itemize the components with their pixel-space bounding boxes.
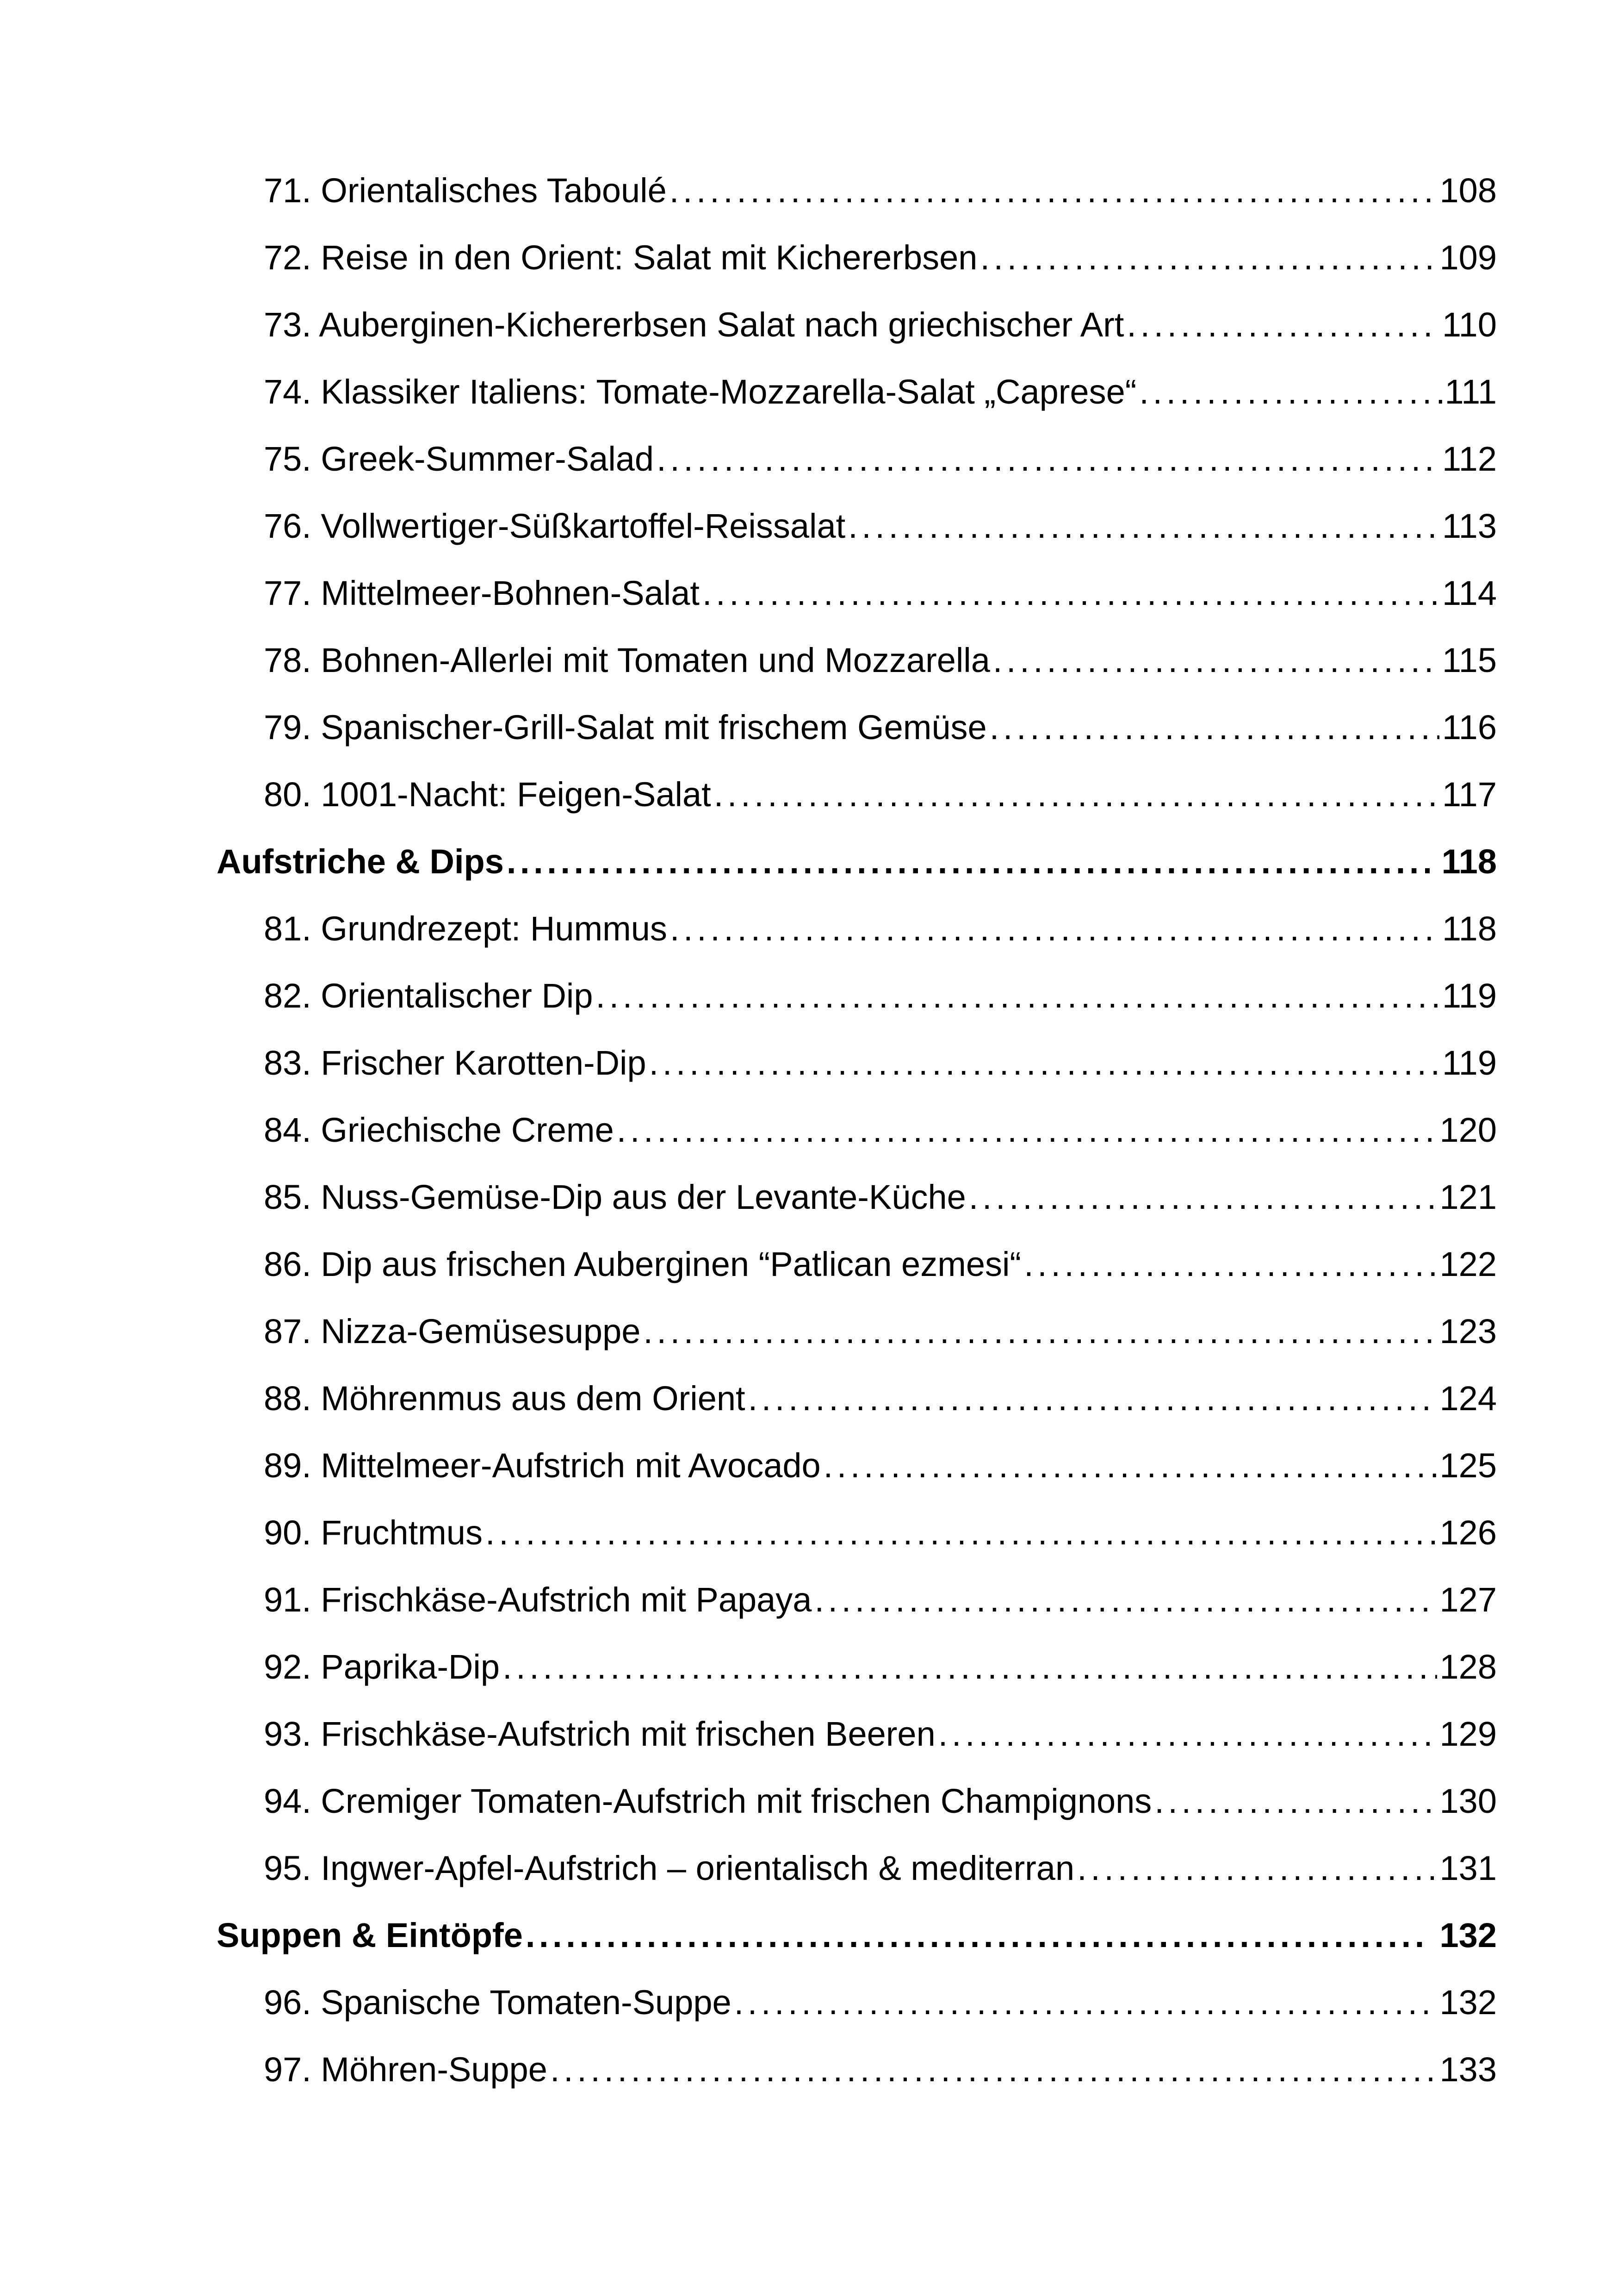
toc-page-number: 115 [1442,641,1497,679]
toc-dot-leader [657,434,1439,485]
toc-page-number: 112 [1442,440,1497,478]
toc-page-number: 122 [1439,1245,1497,1283]
toc-entry-title: 93. Frischkäse-Aufstrich mit frischen Beeren [264,1715,936,1753]
toc-entry-title: 84. Griechische Creme [264,1111,614,1149]
toc-page-number: 126 [1439,1513,1497,1552]
toc-dot-leader [1154,1776,1437,1827]
toc-entry[interactable] [0,367,1497,417]
toc-dot-leader [848,501,1439,552]
toc-dot-leader [824,1440,1437,1491]
toc-entry[interactable] [0,1977,1497,2028]
toc-entry[interactable] [0,501,1497,552]
toc-entry-title: 82. Orientalischer Dip [264,977,593,1015]
toc-entry[interactable] [0,1239,1497,1290]
toc-entry[interactable] [0,702,1497,753]
toc-section-title: Aufstriche & Dips [217,842,504,881]
toc-entry[interactable] [0,1642,1497,1692]
toc-page-number: 132 [1439,1983,1497,2022]
toc-dot-leader [1139,367,1442,417]
toc-page-number: 109 [1439,238,1497,277]
toc-entry[interactable] [0,1507,1497,1558]
toc-entry[interactable] [0,568,1497,619]
toc-section-page-number: 132 [1439,1916,1497,1954]
toc-dot-leader [485,1507,1437,1558]
toc-entry-title: 95. Ingwer-Apfel-Aufstrich – orientalisch & mediterran [264,1849,1075,1887]
toc-page-number: 116 [1442,708,1497,747]
toc-entry-title: 89. Mittelmeer-Aufstrich mit Avocado [264,1446,821,1485]
toc-page-number: 131 [1439,1849,1497,1887]
toc-dot-leader [1024,1239,1437,1290]
toc-dot-leader [649,1038,1439,1089]
toc-dot-leader [993,635,1439,686]
toc-page-number: 119 [1442,1044,1497,1082]
toc-page-number: 128 [1439,1648,1497,1686]
toc-entry-title: 78. Bohnen-Allerlei mit Tomaten und Mozzarella [264,641,990,679]
toc-page-number: 124 [1439,1379,1497,1418]
toc-entry[interactable] [0,1776,1497,1827]
toc-entry[interactable] [0,1038,1497,1089]
toc-page-number: 110 [1442,305,1497,344]
toc-page-number: 120 [1439,1111,1497,1149]
toc-page-number: 119 [1442,977,1497,1015]
toc-entry-title: 88. Möhrenmus aus dem Orient [264,1379,745,1418]
toc-dot-leader [643,1306,1437,1357]
toc-dot-leader [507,836,1430,887]
toc-entry-title: 80. 1001-Nacht: Feigen-Salat [264,775,711,814]
toc-dot-leader [502,1642,1437,1692]
toc-page-number: 113 [1442,507,1497,545]
toc-dot-leader [814,1574,1437,1625]
toc-entry[interactable] [0,903,1497,954]
toc-page-number: 121 [1439,1178,1497,1216]
toc-entry-title: 91. Frischkäse-Aufstrich mit Papaya [264,1580,812,1619]
toc-page-number: 123 [1439,1312,1497,1350]
toc-section-title: Suppen & Eintöpfe [217,1916,523,1954]
toc-page-number: 127 [1439,1580,1497,1619]
toc-entry[interactable] [0,769,1497,820]
toc-page-number: 114 [1442,574,1497,612]
toc-entry-title: 79. Spanischer-Grill-Salat mit frischem Gemüse [264,708,987,747]
toc-entry-title: 86. Dip aus frischen Auberginen “Patlican ezmesi“ [264,1245,1022,1283]
toc-entry-title: 81. Grundrezept: Hummus [264,909,667,948]
toc-dot-leader [617,1105,1437,1156]
toc-dot-leader [748,1373,1437,1424]
toc-entry[interactable] [0,1105,1497,1156]
toc-page-number: 117 [1442,775,1497,814]
toc-dot-leader [734,1977,1437,2028]
toc-dot-leader [938,1709,1437,1760]
toc-dot-leader [969,1172,1437,1223]
toc-dot-leader [980,232,1437,283]
toc-page-number: 125 [1439,1446,1497,1485]
toc-section-page-number: 118 [1441,842,1497,881]
toc-dot-leader [702,568,1439,619]
toc-entry[interactable] [0,1373,1497,1424]
toc-dot-leader [526,1910,1428,1961]
toc-entry-title: 83. Frischer Karotten-Dip [264,1044,646,1082]
toc-entry-title: 87. Nizza-Gemüsesuppe [264,1312,641,1350]
toc-entry[interactable] [0,434,1497,485]
toc-entry[interactable] [0,165,1497,216]
toc-entry-title: 76. Vollwertiger-Süßkartoffel-Reissalat [264,507,846,545]
toc-entry[interactable] [0,1172,1497,1223]
toc-entry-title: 96. Spanische Tomaten-Suppe [264,1983,732,2022]
toc-page-number: 133 [1439,2050,1497,2089]
toc-dot-leader [1077,1843,1437,1894]
toc-dot-leader [670,165,1437,216]
toc-page-number: 108 [1439,171,1497,210]
toc-entry-title: 74. Klassiker Italiens: Tomate-Mozzarella-Salat „Caprese“ [264,373,1137,411]
toc-section-heading[interactable] [0,836,1497,887]
toc-section-heading[interactable] [0,1910,1497,1961]
toc-entry[interactable] [0,2044,1497,2095]
toc-page-number: 130 [1439,1782,1497,1820]
toc-entry[interactable] [0,635,1497,686]
toc-entry-title: 97. Möhren-Suppe [264,2050,547,2089]
toc-entry[interactable] [0,971,1497,1021]
toc-dot-leader [596,971,1439,1021]
toc-entry-title: 77. Mittelmeer-Bohnen-Salat [264,574,700,612]
toc-entry-title: 71. Orientalisches Taboulé [264,171,667,210]
toc-entry[interactable] [0,299,1497,350]
toc-entry[interactable] [0,1843,1497,1894]
toc-entry-title: 75. Greek-Summer-Salad [264,440,654,478]
toc-entry[interactable] [0,232,1497,283]
toc-entry-title: 92. Paprika-Dip [264,1648,500,1686]
toc-page-number: 111 [1444,373,1497,411]
toc-entry-title: 72. Reise in den Orient: Salat mit Kichererbsen [264,238,978,277]
toc-entry[interactable] [0,1574,1497,1625]
toc-entry-title: 73. Auberginen-Kichererbsen Salat nach griechischer Art [264,305,1124,344]
toc-dot-leader [990,702,1439,753]
toc-page-number: 129 [1439,1715,1497,1753]
toc-entry-title: 85. Nuss-Gemüse-Dip aus der Levante-Küche [264,1178,966,1216]
toc-entry[interactable] [0,1306,1497,1357]
toc-dot-leader [670,903,1439,954]
toc-page-number: 118 [1442,909,1497,948]
toc-entry-title: 94. Cremiger Tomaten-Aufstrich mit frischen Champignons [264,1782,1152,1820]
toc-dot-leader [1127,299,1439,350]
toc-entry-title: 90. Fruchtmus [264,1513,483,1552]
toc-entry[interactable] [0,1709,1497,1760]
toc-dot-leader [714,769,1439,820]
toc-entry[interactable] [0,1440,1497,1491]
toc-dot-leader [550,2044,1437,2095]
